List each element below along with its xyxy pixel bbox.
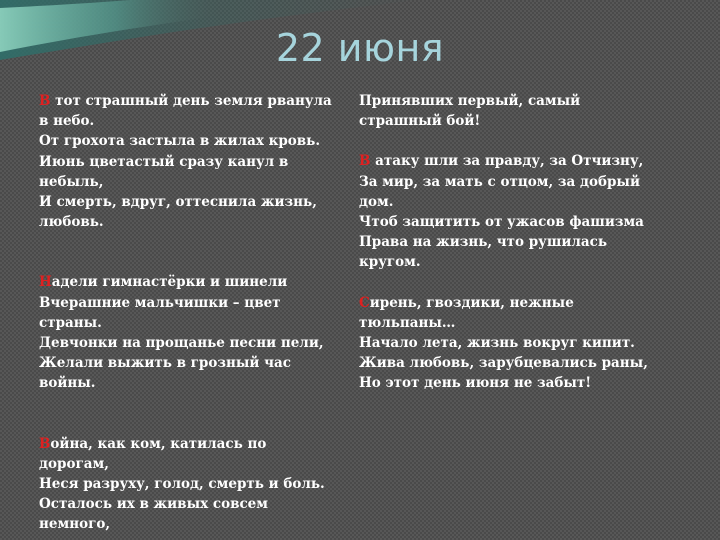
poem-line: Но этот день июня не забыт! bbox=[359, 375, 592, 392]
poem-line: любовь. bbox=[39, 214, 104, 231]
poem-stanza bbox=[39, 434, 359, 535]
drop-cap: С bbox=[359, 294, 370, 311]
drop-cap: В bbox=[359, 153, 371, 170]
poem-line: страны. bbox=[39, 314, 102, 331]
poem-stanza bbox=[39, 272, 359, 393]
poem-line: кругом. bbox=[359, 254, 421, 271]
poem-line: немного, bbox=[39, 516, 111, 533]
poem-line: Неся разруху, голод, смерть и боль. bbox=[39, 476, 325, 493]
drop-cap: Н bbox=[39, 274, 52, 291]
poem-line: За мир, за мать с отцом, за добрый bbox=[359, 173, 640, 190]
poem-line: войны. bbox=[39, 375, 96, 392]
poem-line: Осталось их в живых совсем bbox=[39, 496, 268, 513]
poem-left-column bbox=[39, 91, 359, 535]
poem-right-column bbox=[359, 91, 704, 394]
page-title: 22 июня bbox=[275, 26, 445, 70]
poem-line: Июнь цветастый сразу канул в bbox=[39, 153, 289, 170]
poem-line: дом. bbox=[359, 193, 394, 210]
poem-stanza bbox=[359, 151, 704, 272]
poem-line: Девчонки на прощанье песни пели, bbox=[39, 335, 324, 352]
poem-line: в небо. bbox=[39, 113, 95, 130]
poem-line: Желали выжить в грозный час bbox=[39, 355, 291, 372]
poem-line: И смерть, вдруг, оттеснила жизнь, bbox=[39, 194, 317, 211]
poem-line: Надели гимнастёрки и шинели bbox=[39, 274, 288, 291]
poem-stanza bbox=[359, 91, 704, 131]
poem-line: дорогам, bbox=[39, 455, 109, 472]
poem-line: Права на жизнь, что рушилась bbox=[359, 234, 607, 251]
poem-line: От грохота застыла в жилах кровь. bbox=[39, 133, 321, 150]
poem-line: Война, как ком, катилась по bbox=[39, 435, 267, 452]
poem-stanza bbox=[359, 293, 704, 394]
drop-cap: В bbox=[39, 93, 51, 109]
poem-line: Сирень, гвоздики, нежные bbox=[359, 294, 574, 311]
poem-line: Чтоб защитить от ужасов фашизма bbox=[359, 214, 644, 231]
poem-line: Принявших первый, самый bbox=[359, 93, 581, 109]
poem-stanza bbox=[39, 91, 359, 232]
poem-line: небыль, bbox=[39, 173, 104, 190]
poem-line: Вчерашние мальчишки – цвет bbox=[39, 294, 281, 311]
poem-line: В атаку шли за правду, за Отчизну, bbox=[359, 153, 644, 170]
drop-cap: В bbox=[39, 435, 51, 452]
poem-line: Начало лета, жизнь вокруг кипит. bbox=[359, 335, 635, 352]
poem-line: тюльпаны… bbox=[359, 314, 456, 331]
poem-line: В тот страшный день земля рванула bbox=[39, 93, 332, 109]
poem-line: страшный бой! bbox=[359, 113, 481, 130]
poem-line: Жива любовь, зарубцевались раны, bbox=[359, 355, 648, 372]
